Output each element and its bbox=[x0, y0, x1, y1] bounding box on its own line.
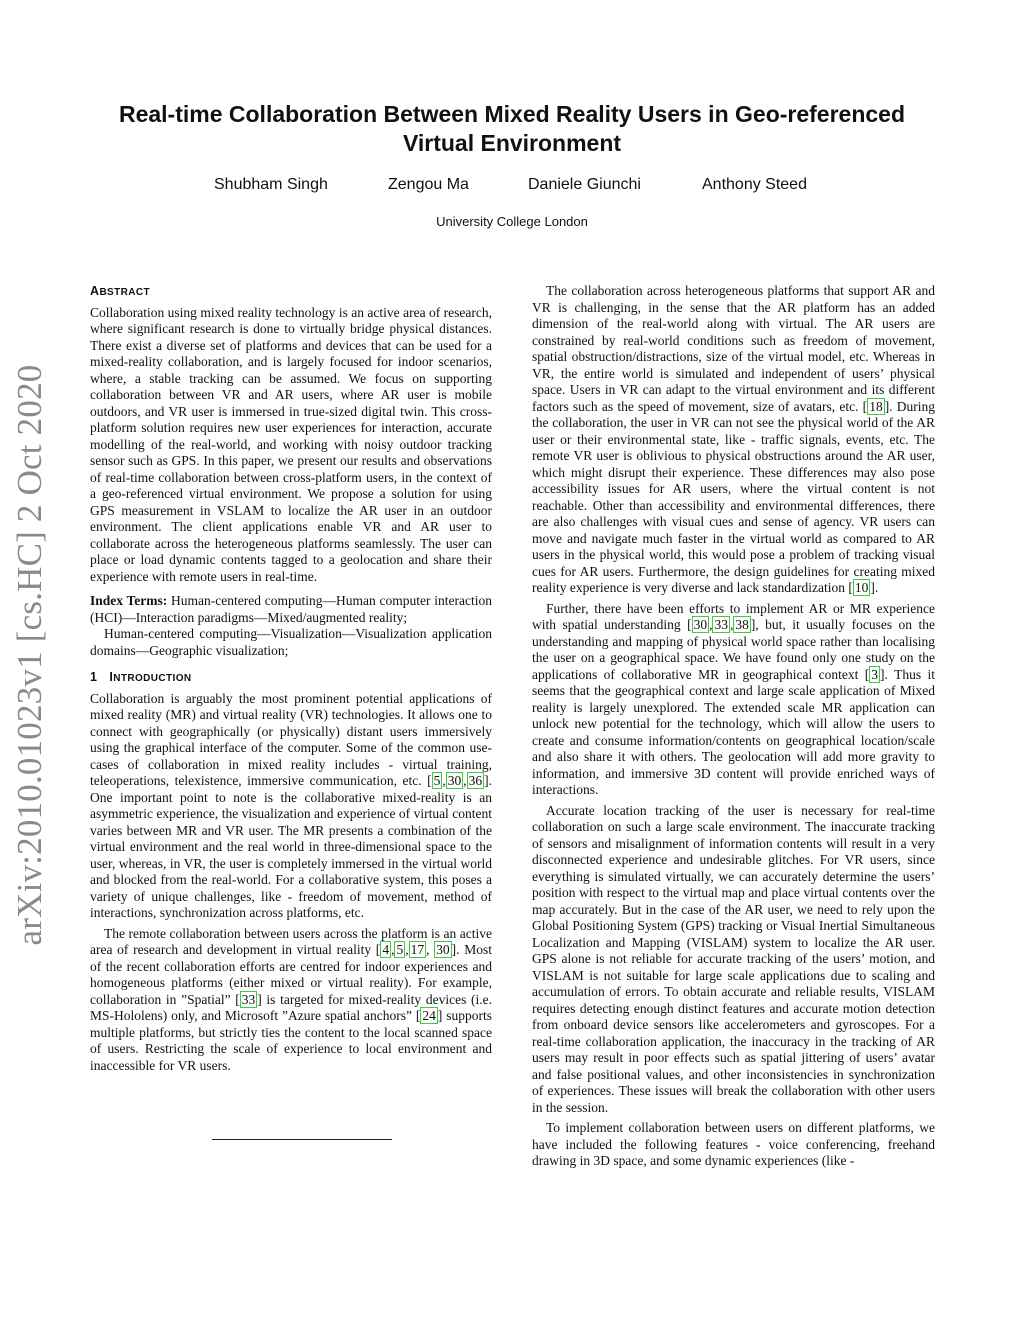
abstract-text: Collaboration using mixed reality technology is an active area of research, where significant research is done to virtually bridge physical distances. There exist a diverse set of platforms and devices that can be used for a mixed-reality collaboration, and is largely focused for indoor scenarios, where, a stable tracking can be assumed. We focus on supporting collaboration between VR and AR users, where AR user is mobile outdoors, and VR user is immersed in true-sized digital twin. This cross-platform solution requires new user experiences for interaction, accurate modelling of the real-world, and working with noisy outdoor tracking sensor such as GPS. In this paper, we present our results and observations of real-time collaboration between cross-platform users, in the context of a geo-referenced virtual environment. We propose a solution for using GPS measurement in VSLAM to localize the AR user in an outdoor environment. The client applications enable VR and AR user to collaborate across the heterogeneous platforms seamlessly. The user can place or load dynamic contents tagged to a geolocation and share their experience with remote users in real-time. bbox=[90, 304, 492, 584]
author-list bbox=[0, 176, 1024, 198]
arxiv-stamp bbox=[0, 365, 60, 945]
author-name: Anthony Steed bbox=[702, 176, 807, 193]
index-terms-label: Index Terms: bbox=[90, 593, 168, 608]
citation-link[interactable]: 3 bbox=[871, 666, 879, 682]
citation-link[interactable]: 33 bbox=[714, 617, 728, 632]
index-terms-line: Human-centered computing—Human computer interaction (HCI)—Interaction paradigms—Mixed/augmented reality; bbox=[90, 593, 492, 625]
citation-link[interactable]: 30 bbox=[693, 617, 708, 632]
citation-link[interactable]: 5 bbox=[433, 773, 441, 788]
citation-link[interactable]: 18 bbox=[869, 398, 883, 414]
citation-link[interactable]: 17 bbox=[410, 942, 425, 957]
citation-link[interactable]: 10 bbox=[854, 580, 869, 595]
body-paragraph: The collaboration across heterogeneous platforms that support AR and VR is challenging, in the sense that the AR platform has an added dimension of the real-world along with virtual. The AR users are constrained by real-world conditions such as freedom of movement, spatial obstruction/distractions, size of the virtual model, etc. Whereas in VR, the entire world is simulated and independent of users’ physical space. Users in VR can adapt to the virtual environment and its different factors such as the speed of movement, size of avatars, etc. [ 18 ]. During the collaboration, the user in VR can not see the physical world of the AR user or their environmental state, like - traffic signals, events, etc. The remote VR user is oblivious to physical obstructions around the AR user, which might disrupt their experience. These differences may also pose accessibility issues for AR users, where the virtual content is not reachable. Other than accessibility and environmental differences, there are also challenges with visual cues and sense of agency. VR users can move and navigate much faster in the virtual world as compared to AR users in the physical world, this would pose a problem of tracking visual cues for AR users. Furthermore, the design guidelines for creating mixed reality experience is very diverse and lack standardization [ 10 ]. bbox=[532, 283, 936, 595]
right-column bbox=[532, 283, 935, 1170]
author-name: Shubham Singh bbox=[214, 176, 328, 193]
author-name: Zengou Ma bbox=[388, 176, 469, 193]
author-name: Daniele Giunchi bbox=[528, 176, 641, 193]
index-terms-line: Human-centered computing—Visualization—Visualization application domains—Geographic visualization; bbox=[90, 626, 492, 658]
body-paragraph: Accurate location tracking of the user is necessary for real-time collaboration on such a large scale environment. The inaccurate tracking of sensors and misalignment of information contents will result in a very disconnected experience and undesirable glitches. For VR users, since everything is simulated virtually, we can accurately determine the users’ position with respect to the virtual map and place virtual contents over the map accurately. But in the case of the AR user, we need to rely upon the Global Positioning System (GPS) tracking or Visual Inertial Simultaneous Localization and Mapping (VISLAM) system to localize the AR user. GPS alone is not reliable for accurate tracking of the users’ motion, and VISLAM is not suitable for large scale applications due to scaling and accumulation of errors. To obtain accurate and reliable results, VISLAM requires detecting enough distinct features and accurate motion detection from onboard device sensors like accelerometers and gyroscopes. For a real-time collaboration application, the inaccuracy in the tracking of AR users may result in poor effects such as spatial jittering of users’ avatar and false positional values, and other inconsistencies in synchronization of experiences. These issues will break the collaboration with other users in the session. bbox=[532, 802, 935, 1115]
left-column bbox=[90, 283, 492, 1074]
citation-link[interactable]: 30 bbox=[447, 773, 462, 788]
body-paragraph: Further, there have been efforts to implement AR or MR experience with spatial understanding [ 30 , 33 , 38 ], but, it usually focuses on the understanding and mapping of physical world space rather than localising the user on a geographical space. We have found only one study on the applications of collaborative MR in geographical context [ 3 ]. Thus it seems that the geographical context and large scale application of Mixed reality is largely unexplored. The extended scale MR application can unlock new potential for the technology, which will allow the users to create and consume information/contents on geographical location/scale and also share it with others. The geolocation will add more gravity to information, and immersive 3D content will provide enriched ways of interactions. bbox=[532, 600, 935, 797]
body-paragraph: To implement collaboration between users on different platforms, we have included the following features - voice conferencing, freehand drawing in 3D space, and some dynamic experiences (like - bbox=[532, 1120, 935, 1168]
index-terms bbox=[90, 593, 492, 659]
citation-link[interactable]: 30 bbox=[436, 942, 450, 957]
citation-link[interactable]: 36 bbox=[468, 773, 483, 788]
citation-link[interactable]: 5 bbox=[396, 942, 404, 957]
citation-link[interactable]: 33 bbox=[241, 991, 256, 1007]
footnote-rule bbox=[212, 1139, 392, 1140]
abstract-heading: ABSTRACT bbox=[90, 284, 151, 298]
introduction-heading: 1 INTRODUCTION bbox=[90, 670, 192, 684]
citation-link[interactable]: 24 bbox=[422, 1008, 436, 1023]
citation-link[interactable]: 4 bbox=[382, 942, 390, 957]
affiliation: University College London bbox=[436, 214, 588, 229]
intro-paragraph: Collaboration is arguably the most prominent potential applications of mixed reality (MR) and virtual reality (VR) technologies. It allows one to connect with geographically (or physically) distant users immersively using the graphical interface of the computer. Some of the common use-cases of collaboration in mixed reality includes - virtual training, teleoperations, telexistence, immersive communication, etc. [ 5 , 30 , 36 ]. One important point to note is the collaborative mixed-reality is an asymmetric experience, the visualization and experience of virtual content varies between MR and VR user. The MR presents a combination of the virtual environment and the real world in three-dimensional space to the user, whereas, in VR, the user is completely immersed in the virtual world and blocked from the real-world. For a collaborative system, this poses a variety of unique challenges, like - freedom of movement, method of interactions, synchronization across platforms, etc. bbox=[90, 690, 492, 920]
arxiv-stamp-text: arXiv:2010.01023v1 [cs.HC] 2 Oct 2020 bbox=[10, 364, 49, 946]
citation-link[interactable]: 38 bbox=[735, 617, 749, 632]
paper-title: Real-time Collaboration Between Mixed Reality Users in Geo-referenced Virtual Environment bbox=[118, 101, 906, 156]
intro-paragraph: The remote collaboration between users across the platform is an active area of research and development in virtual reality [ 4 , 5 , 17 , 30 ]. Most of the recent collaboration efforts are centred for indoor experiences and homogeneous platforms (either mixed or virtual reality). For example, collaboration in ”Spatial” [ 33 ] is targeted for mixed-reality devices (i.e. MS-Hololens) only, and Microsoft ”Azure spatial anchors” [ 24 ] supports multiple platforms, but strictly ties the content to the local scanned space of users. Restricting the scale of experience to local environment and inaccessible for VR users. bbox=[90, 925, 492, 1073]
